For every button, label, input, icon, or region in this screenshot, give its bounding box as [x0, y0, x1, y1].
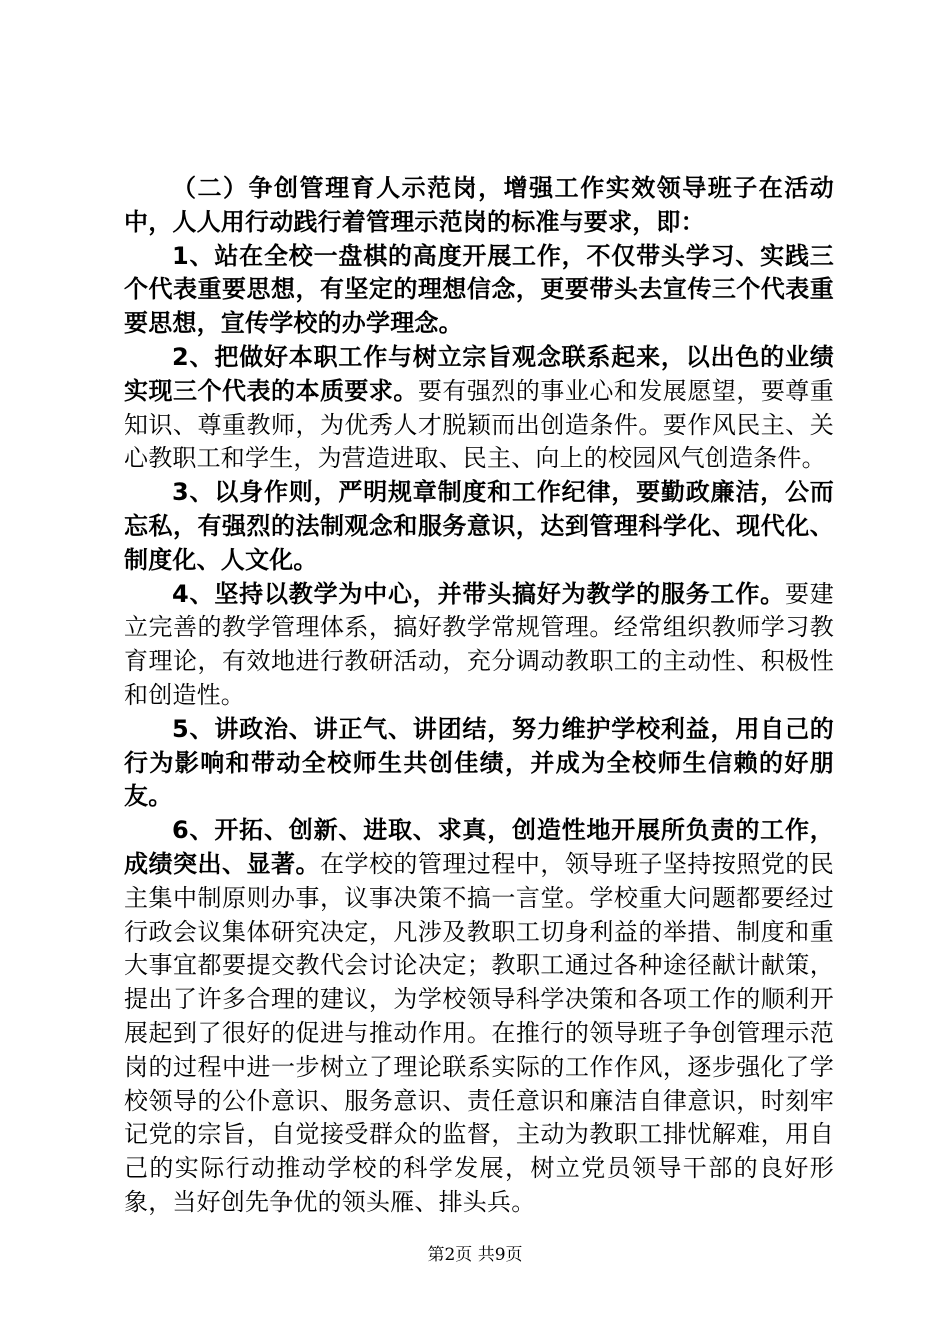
paragraph-lead-text: 3、以身作则，严明规章制度和工作纪律，要勤政廉洁，公而忘私，有强烈的法制观念和服务意识，达到管理科学化、现代化、制度化、人文化。 — [124, 478, 834, 574]
paragraph-body-text: 要有强烈的事业心和发展愿望，要尊重知识、尊重教师，为优秀人才脱颖而出创造条件。要作风民主、关心教职工和学生，为营造进取、民主、向上的校园风气创造条件。 — [124, 376, 834, 473]
paragraph-lead-text: 1、站在全校一盘棋的高度开展工作，不仅带头学习、实践三个代表重要思想，有坚定的理想信念，更要带头去宣传三个代表重要思想，宣传学校的办学理念。 — [124, 241, 834, 338]
paragraph-section-heading — [124, 172, 834, 240]
document-body — [124, 172, 834, 1220]
page-number-footer: 第2页 共9页 — [427, 1245, 523, 1265]
paragraph-item-4 — [124, 578, 834, 713]
paragraph-body-text: 在学校的管理过程中，领导班子坚持按照党的民主集中制原则办事，议事决策不搞一言堂。学校重大问题都要经过行政会议集体研究决定，凡涉及教职工切身利益的举措、制度和重大事宜都要提交教代会讨论决定；教职工通过各种途径献计献策，提出了许多合理的建议，为学校领导科学决策和各项工作的顺利开展起到了很好的促进与推动作用。在推行的领导班子争创管理示范岗的过程中进一步树立了理论联系实际的工作作风，逐步强化了学校领导的公仆意识、服务意识、责任意识和廉洁自律意识，时刻牢记党的宗旨，自觉接受群众的监督，主动为教职工排忧解难，用自己的实际行动推动学校的科学发展，树立党员领导干部的良好形象，当好创先争优的领头雁、排头兵。 — [124, 849, 834, 1216]
paragraph-lead-text: 2、把做好本职工作与树立宗旨观念联系起来，以出色的业绩实现三个代表的本质要求。 — [124, 342, 834, 405]
paragraph-item-5 — [124, 713, 834, 814]
paragraph-lead-text: 6、开拓、创新、进取、求真，创造性地开展所负责的工作，成绩突出、显著。 — [124, 816, 834, 878]
paragraph-item-6 — [124, 814, 834, 1220]
paragraph-item-3 — [124, 476, 834, 577]
paragraph-lead-text: 4、坚持以教学为中心，并带头搞好为教学的服务工作。 — [172, 579, 785, 608]
paragraph-body-text: 要建立完善的教学管理体系，搞好教学常规管理。经常组织教师学习教育理论，有效地进行教研活动，充分调动教职工的主动性、积极性和创造性。 — [124, 579, 834, 709]
paragraph-lead-text: （二）争创管理育人示范岗，增强工作实效领导班子在活动中，人人用行动践行着管理示范岗的标准与要求，即： — [124, 174, 834, 236]
paragraph-item-1 — [124, 240, 834, 341]
paragraph-item-2 — [124, 341, 834, 476]
paragraph-lead-text: 5、讲政治、讲正气、讲团结，努力维护学校利益，用自己的行为影响和带动全校师生共创佳绩，并成为全校师生信赖的好朋友。 — [124, 714, 834, 811]
